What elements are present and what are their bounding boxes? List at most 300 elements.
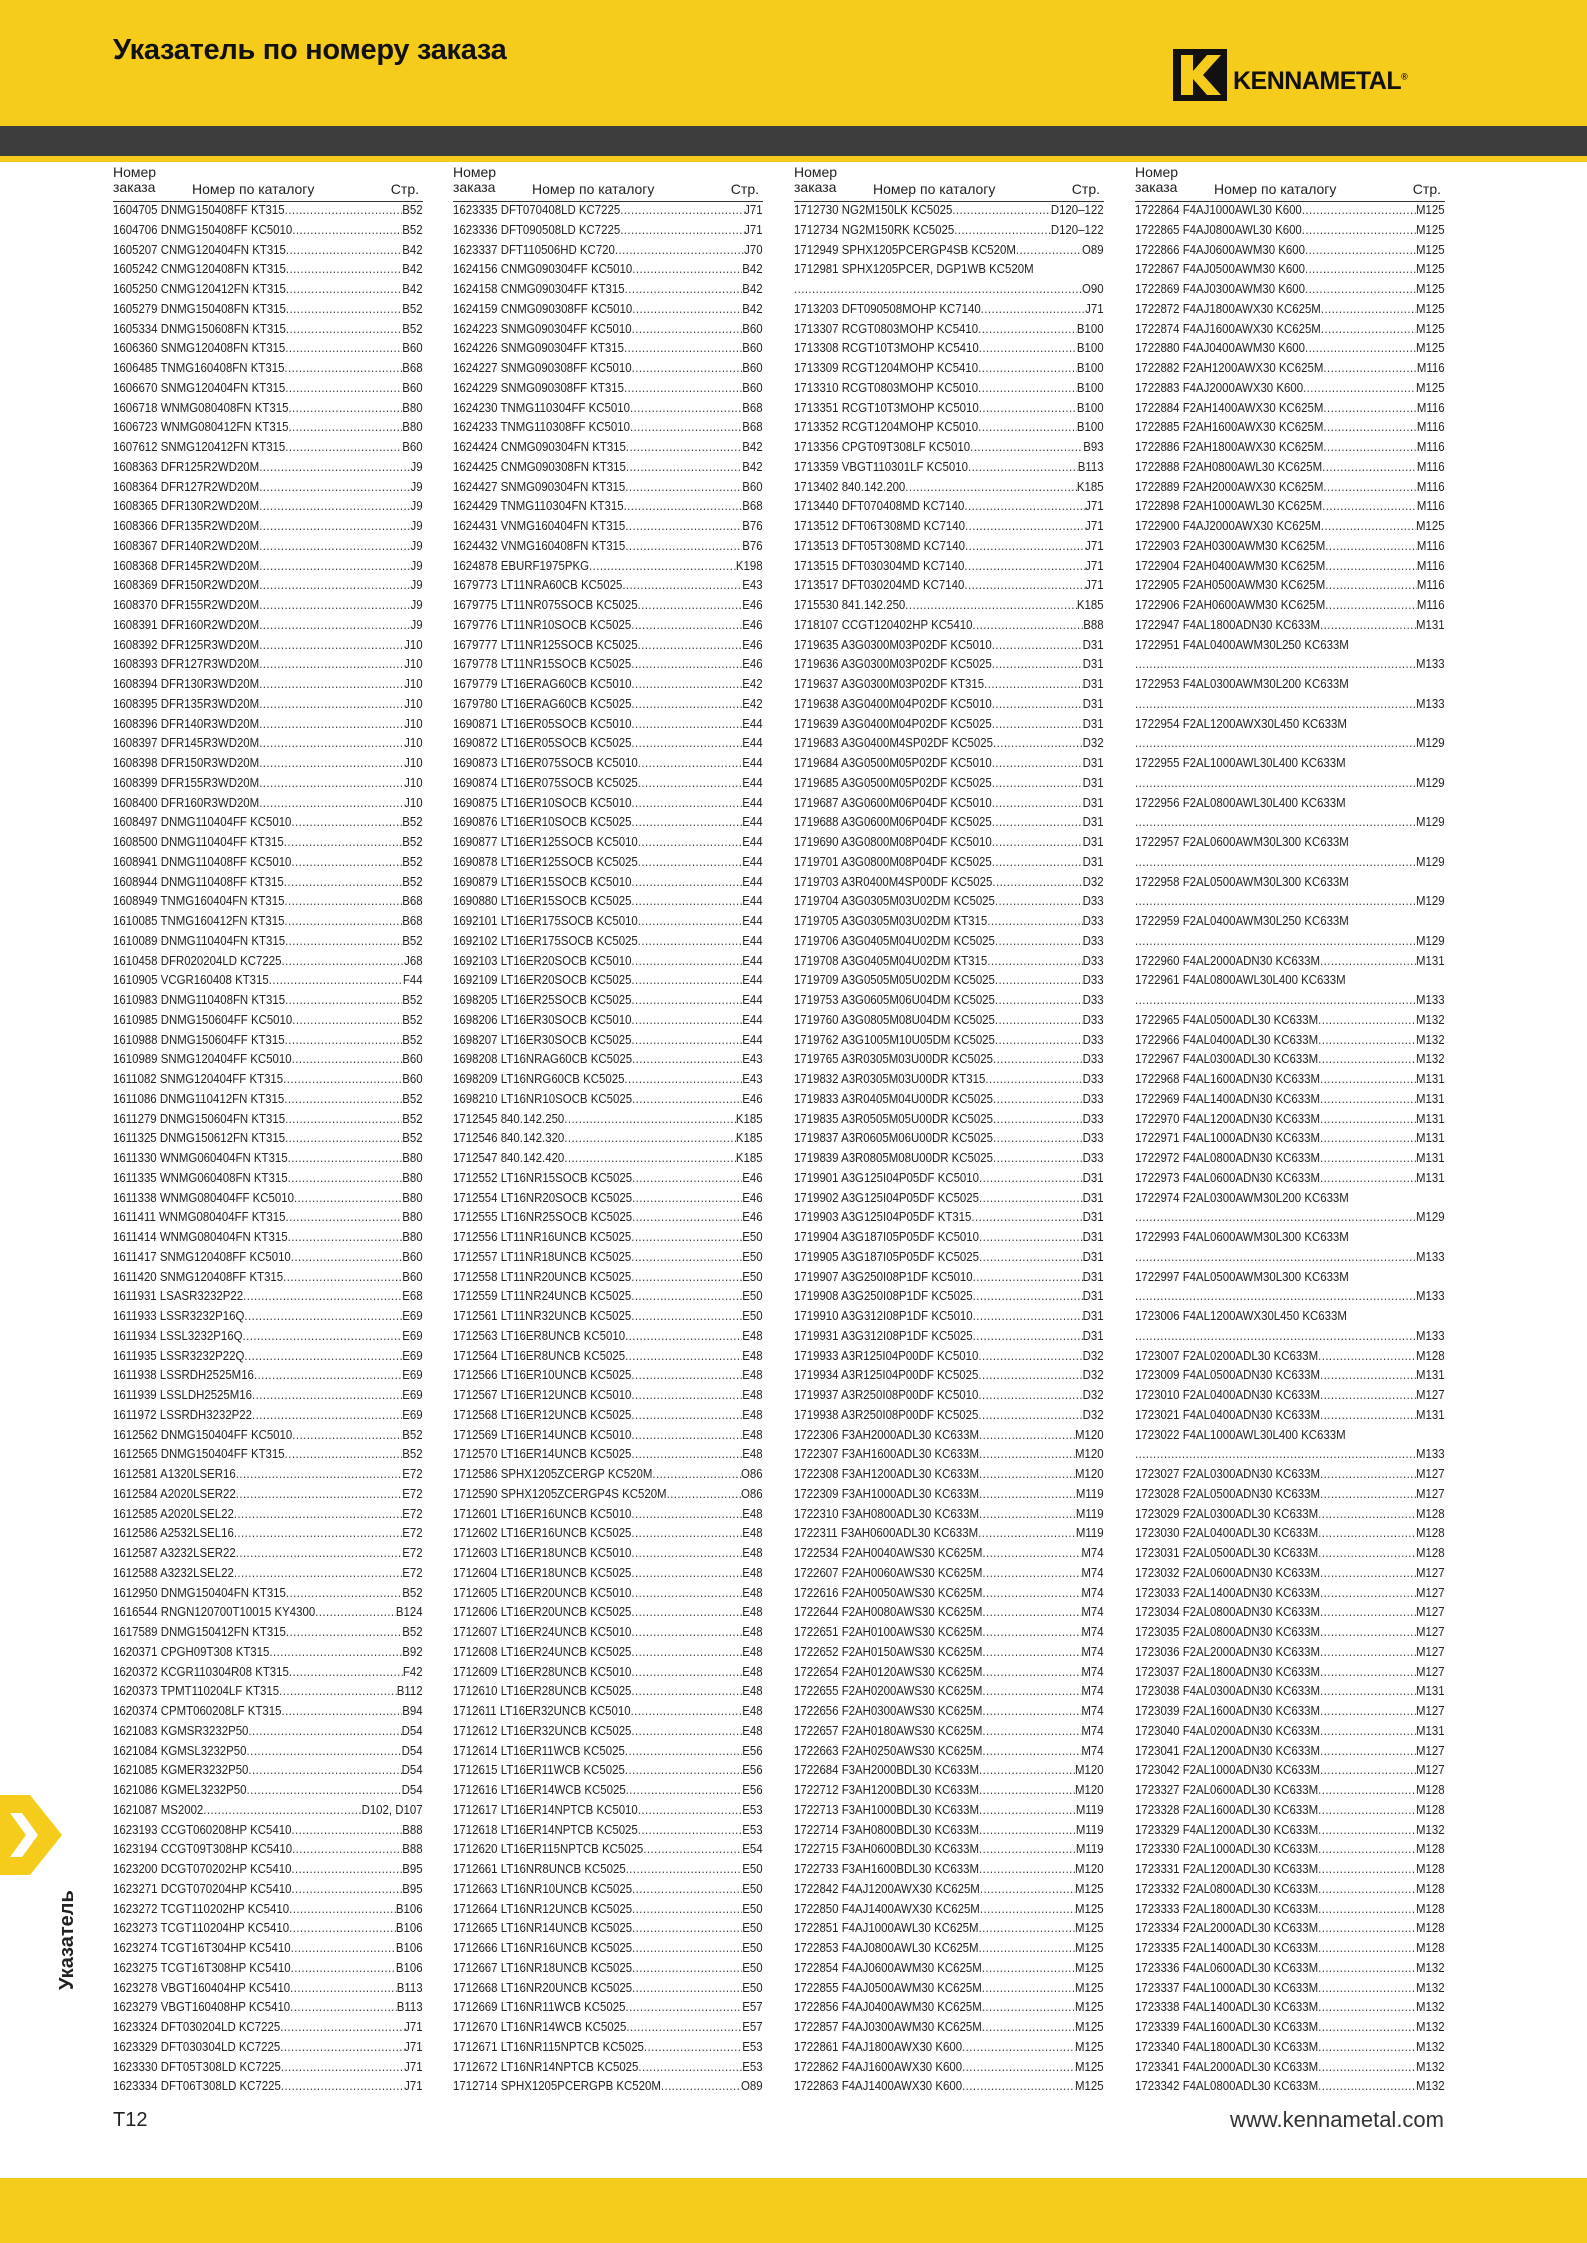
index-row (1135, 1269, 1445, 1289)
leader-dots (292, 1051, 403, 1066)
index-row (113, 1091, 423, 1111)
kennametal-k-icon (1173, 49, 1227, 101)
page-ref: M125 (1415, 202, 1445, 217)
page-ref: M127 (1415, 1643, 1445, 1659)
page-ref: E72 (402, 1505, 423, 1521)
index-row (1135, 1565, 1445, 1585)
leader-dots (993, 1150, 1083, 1165)
index-entry: 1722961 F4AL0800AWL30L400 KC633M (1135, 972, 1346, 988)
leader-dots (294, 1190, 402, 1205)
index-entry: 1713512 DFT06T308MD KC7140 (794, 518, 966, 533)
index-entry: 1713513 DFT05T308MD KC7140 (794, 537, 966, 553)
index-row (794, 1170, 1104, 1190)
page-ref: M127 (1415, 1564, 1445, 1580)
page-ref: E50 (742, 1880, 763, 1896)
index-row (113, 656, 423, 676)
leader-dots (259, 795, 404, 810)
index-entry: 1719938 A3R250I08P00DF KC5025 (794, 1406, 979, 1422)
page-ref: E44 (742, 913, 763, 928)
page-ref: E50 (742, 1900, 763, 1916)
leader-dots (1320, 1664, 1416, 1679)
index-entry: 1719762 A3G1005M10U05DM KC5025 (794, 1031, 995, 1047)
index-row (113, 1762, 423, 1782)
page-ref: E48 (742, 1406, 763, 1422)
index-row (794, 1091, 1104, 1111)
leader-dots (243, 1288, 402, 1303)
page-ref: D33 (1082, 1011, 1104, 1027)
page-ref: E72 (402, 1525, 423, 1541)
leader-dots (289, 1901, 396, 1916)
page-ref: M133 (1415, 1288, 1445, 1304)
leader-dots (979, 1506, 1076, 1521)
index-row-continuation (1135, 1249, 1445, 1269)
leader-dots (632, 321, 743, 336)
page-ref: M128 (1415, 1525, 1445, 1541)
index-row (794, 1249, 1104, 1269)
leader-dots (982, 1565, 1081, 1580)
page-ref: M119 (1075, 1801, 1104, 1817)
index-row (113, 953, 423, 973)
page-ref: O89 (1081, 241, 1104, 257)
index-entry: 1608949 TNMG160404FN KT315 (113, 893, 285, 909)
leader-dots (1320, 1723, 1416, 1738)
page-ref: E44 (742, 992, 763, 1007)
page-number: T12 (113, 2109, 148, 2131)
index-entry: 1690879 LT16ER15SOCB KC5010 (453, 873, 632, 889)
index-row (453, 617, 763, 637)
leader-dots (1320, 1071, 1416, 1086)
page-ref: B68 (742, 498, 763, 514)
leader-dots (286, 1624, 402, 1639)
leader-dots (248, 1723, 401, 1738)
index-entry: 1620372 KCGR110304R08 KT315 (113, 1663, 289, 1679)
page-ref: M125 (1074, 2019, 1104, 2034)
leader-dots (286, 301, 402, 316)
leader-dots (631, 1624, 742, 1639)
index-row (794, 1012, 1104, 1032)
leader-dots (286, 242, 402, 257)
index-entry: 1723328 F2AL1600ADL30 KC633M (1135, 1801, 1319, 1817)
page-ref: J10 (404, 774, 423, 790)
page-ref: E72 (402, 1466, 423, 1481)
leader-dots (632, 301, 742, 316)
index-row (1135, 1980, 1445, 2000)
header-catalog: Номер по каталогу (873, 181, 996, 197)
index-row (113, 1901, 423, 1921)
index-entry: 1722652 F2AH0150AWS30 KC625M (794, 1643, 983, 1659)
leader-dots (291, 814, 402, 829)
index-entry: 1712667 LT16NR18UNCB KC5025 (453, 1959, 633, 1975)
index-entry: 1723028 F2AL0500ADN30 KC633M (1135, 1485, 1321, 1501)
page-ref: D33 (1082, 952, 1104, 968)
index-row (113, 1841, 423, 1861)
page-ref: E44 (742, 755, 763, 770)
index-row (794, 340, 1104, 360)
page-ref: M128 (1415, 1841, 1445, 1857)
leader-dots (1318, 1012, 1416, 1027)
index-row (1135, 1822, 1445, 1842)
leader-dots (979, 1190, 1083, 1205)
page-ref: B60 (742, 340, 763, 356)
index-entry: 1723042 F2AL1000ADN30 KC633M (1135, 1762, 1321, 1778)
leader-dots (973, 1288, 1083, 1303)
index-entry: 1712559 LT11NR24UNCB KC5025 (453, 1288, 632, 1304)
page-ref: F42 (402, 1663, 423, 1679)
leader-dots (1320, 1604, 1416, 1619)
index-row (113, 261, 423, 281)
page-ref: M125 (1074, 1999, 1104, 2015)
page-ref: B60 (742, 478, 763, 494)
page-ref: M131 (1415, 1130, 1445, 1146)
leader-dots (291, 1960, 396, 1975)
page-ref: D31 (1082, 755, 1104, 770)
index-entry: 1612588 A3232LSEL22 (113, 1564, 234, 1580)
index-row (113, 1150, 423, 1170)
index-entry: 1723036 F2AL2000ADN30 KC633M (1135, 1643, 1321, 1659)
page-ref: B95 (402, 1880, 423, 1896)
index-entry: 1690873 LT16ER075SOCB KC5010 (453, 755, 638, 770)
page-ref: E44 (742, 814, 763, 830)
leader-dots (291, 854, 402, 869)
leader-dots (638, 854, 742, 869)
leader-dots (992, 637, 1083, 652)
index-row (453, 696, 763, 716)
page-ref: E46 (742, 1209, 763, 1225)
page-ref: D31 (1082, 695, 1104, 711)
page-ref: B52 (402, 1031, 423, 1047)
page-ref: D31 (1082, 1288, 1104, 1304)
index-entry: 1624429 TNMG110304FN KT315 (453, 498, 624, 514)
leader-dots (1135, 933, 1416, 948)
index-entry: 1690874 LT16ER075SOCB KC5025 (453, 774, 638, 790)
leader-dots (1325, 558, 1417, 573)
index-row (794, 242, 1104, 262)
index-entry: 1712605 LT16ER20UNCB KC5010 (453, 1584, 632, 1600)
index-rows (113, 202, 423, 2098)
index-entry: 1722714 F3AH0800BDL30 KC633M (794, 1821, 980, 1837)
index-entry: 1719705 A3G0305M03U02DM KT315 (794, 913, 988, 928)
page-ref: M128 (1415, 1940, 1445, 1955)
leader-dots (965, 538, 1085, 553)
index-row-continuation (1135, 1209, 1445, 1229)
index-entry: 1712611 LT16ER32UNCB KC5010 (453, 1703, 631, 1718)
index-entry: 1712590 SPHX1205ZCERGP4S KC520M (453, 1485, 667, 1501)
index-row (113, 1387, 423, 1407)
index-entry: 1719901 A3G125I04P05DF KC5010 (794, 1169, 980, 1185)
index-entry: 1612562 DNMG150404FF KC5010 (113, 1426, 293, 1442)
index-row (113, 1644, 423, 1664)
page-ref: K185 (735, 1150, 763, 1165)
page-ref: D120–122 (1050, 221, 1104, 237)
index-entry: 1723331 F2AL1200ADL30 KC633M (1135, 1861, 1319, 1876)
index-row (453, 854, 763, 874)
index-entry: 1719685 A3G0500M05P02DF KC5025 (794, 774, 992, 790)
index-row (113, 1940, 423, 1960)
index-row (794, 1980, 1104, 2000)
leader-dots (979, 1170, 1083, 1185)
index-entry: 1722884 F2AH1400AWX30 KC625M (1135, 399, 1324, 415)
page-ref: B52 (402, 202, 423, 217)
index-row (794, 1881, 1104, 1901)
website-link[interactable]: www.kennametal.com (1230, 2107, 1444, 2132)
index-row (1135, 380, 1445, 400)
leader-dots (1302, 222, 1416, 237)
index-row (453, 1960, 763, 1980)
leader-dots (236, 1486, 403, 1501)
page-ref: E48 (742, 1564, 763, 1580)
page-ref: B95 (402, 1861, 423, 1876)
index-row (113, 1249, 423, 1269)
index-row (794, 775, 1104, 795)
page-ref: J71 (1085, 537, 1104, 553)
leader-dots (564, 1150, 736, 1165)
header-order-line1: Номер (453, 164, 497, 180)
index-row (113, 795, 423, 815)
leader-dots (1322, 459, 1417, 474)
page-ref: M125 (1415, 518, 1445, 533)
page-ref: K198 (735, 557, 763, 573)
page-ref: M133 (1415, 1327, 1445, 1343)
leader-dots (973, 1308, 1083, 1323)
leader-dots (1320, 1466, 1416, 1481)
index-entry: 1713515 DFT030304MD KC7140 (794, 557, 965, 573)
leader-dots (979, 1466, 1075, 1481)
page-ref: J68 (404, 952, 423, 968)
index-row (1135, 2019, 1445, 2039)
page-ref: E42 (742, 676, 763, 691)
index-entry: 1679780 LT16ERAG60CB KC5025 (453, 695, 632, 711)
page-ref: E48 (742, 1584, 763, 1600)
index-row (794, 261, 1104, 281)
header-order-line1: Номер (794, 164, 838, 180)
leader-dots (1318, 1980, 1416, 1995)
page-ref: B52 (402, 873, 423, 889)
index-row (453, 1446, 763, 1466)
leader-dots (281, 2059, 404, 2074)
leader-dots (259, 479, 410, 494)
index-row (1135, 1150, 1445, 1170)
leader-dots (954, 222, 1051, 237)
index-row (453, 340, 763, 360)
index-row (1135, 1012, 1445, 1032)
index-entry: 1722307 F3AH1600ADL30 KC633M (794, 1446, 980, 1462)
index-row (453, 242, 763, 262)
page-ref: E44 (742, 952, 763, 968)
index-entry: 1712614 LT16ER11WCB KC5025 (453, 1742, 625, 1758)
leader-dots (978, 1367, 1082, 1382)
leader-dots (259, 558, 410, 573)
leader-dots (288, 1150, 403, 1165)
page-ref: E50 (742, 1940, 763, 1955)
index-row (113, 1288, 423, 1308)
page-ref: D32 (1082, 873, 1104, 889)
index-entry: 1679773 LT11NRA60CB KC5025 (453, 577, 623, 593)
leader-dots (1325, 597, 1417, 612)
index-entry: 1722959 F2AL0400AWM30L250 KC633M (1135, 913, 1349, 928)
page-ref: M133 (1415, 656, 1445, 672)
header-catalog: Номер по каталогу (192, 181, 315, 197)
leader-dots (638, 1822, 742, 1837)
leader-dots (638, 933, 742, 948)
page-ref: F44 (402, 972, 423, 988)
index-entry: 1723333 F2AL1800ADL30 KC633M (1135, 1900, 1319, 1916)
index-row (113, 617, 423, 637)
index-row (794, 1506, 1104, 1526)
page-ref: B100 (1076, 419, 1104, 435)
index-row (113, 1881, 423, 1901)
index-row (794, 1387, 1104, 1407)
page-ref: M128 (1415, 1505, 1445, 1521)
leader-dots (964, 498, 1085, 513)
leader-dots (281, 1703, 402, 1718)
index-entry: 1722967 F4AL0300ADL30 KC633M (1135, 1051, 1319, 1067)
index-entry: 1719690 A3G0800M08P04DF KC5010 (794, 834, 992, 849)
leader-dots (625, 1348, 742, 1363)
index-row (453, 1348, 763, 1368)
page-ref: B80 (402, 1189, 423, 1205)
index-row (794, 577, 1104, 597)
leader-dots (1135, 854, 1416, 869)
page-ref: B92 (402, 1643, 423, 1659)
leader-dots (1135, 1209, 1416, 1224)
page-ref: E50 (742, 1268, 763, 1284)
index-row (113, 1960, 423, 1980)
page-ref: E50 (742, 1920, 763, 1936)
page-ref: M133 (1415, 992, 1445, 1007)
index-row (453, 1229, 763, 1249)
page-ref: J71 (404, 2058, 423, 2074)
index-row (453, 953, 763, 973)
index-entry: 1610905 VCGR160408 KT315 (113, 972, 269, 988)
leader-dots (631, 1032, 742, 1047)
index-entry: 1719837 A3R0605M06U00DR KC5025 (794, 1130, 993, 1146)
page-ref: M116 (1416, 577, 1445, 593)
page-ref: D54 (401, 1782, 423, 1797)
index-entry: 1712545 840.142.250 (453, 1110, 565, 1126)
index-row (453, 874, 763, 894)
index-entry: 1712546 840.142.320 (453, 1130, 565, 1146)
index-row (113, 1229, 423, 1249)
index-entry: 1692102 LT16ER175SOCB KC5025 (453, 932, 638, 948)
page-ref: M132 (1415, 2058, 1445, 2074)
index-entry: 1723041 F2AL1200ADN30 KC633M (1135, 1742, 1321, 1758)
index-row (794, 1723, 1104, 1743)
index-entry: 1722874 F4AJ1600AWX30 KC625M (1135, 320, 1321, 336)
index-row (113, 716, 423, 736)
index-row (453, 321, 763, 341)
page-ref: B52 (402, 853, 423, 869)
index-rows (1135, 202, 1445, 2098)
index-row (113, 2039, 423, 2059)
index-entry: 1719760 A3G0805M08U04DM KC5025 (794, 1011, 995, 1027)
index-row (1135, 1940, 1445, 1960)
leader-dots (631, 1446, 742, 1461)
index-entry: 1624431 VNMG160404FN KT315 (453, 518, 626, 533)
index-entry: 1712734 NG2M150RK KC5025 (794, 221, 955, 237)
page-ref: M119 (1075, 1505, 1104, 1521)
page-ref: E72 (402, 1485, 423, 1501)
leader-dots (1323, 439, 1416, 454)
page-ref: D33 (1082, 1150, 1104, 1165)
index-entry: 1610458 DFR020204LD KC7225 (113, 952, 282, 968)
index-entry: 1722883 F4AJ2000AWX30 K600 (1135, 379, 1304, 395)
leader-dots (631, 1703, 743, 1718)
index-entry: 1623200 DCGT070202HP KC5410 (113, 1861, 292, 1876)
column-header (113, 165, 423, 202)
index-row (794, 676, 1104, 696)
page-ref: E46 (742, 636, 763, 652)
index-row (794, 459, 1104, 479)
index-entry: 1712664 LT16NR12UNCB KC5025 (453, 1900, 633, 1916)
page-ref: E48 (742, 1624, 763, 1639)
index-entry: 1722861 F4AJ1800AWX30 K600 (794, 2038, 963, 2054)
leader-dots (638, 913, 742, 928)
index-entry: 1712561 LT11NR32UNCB KC5025 (453, 1308, 632, 1323)
index-entry: 1723007 F2AL0200ADL30 KC633M (1135, 1347, 1319, 1363)
index-row (1135, 1545, 1445, 1565)
index-row (453, 1209, 763, 1229)
index-entry: 1608365 DFR130R2WD20M (113, 498, 260, 514)
index-row (453, 1980, 763, 2000)
index-row (794, 1486, 1104, 1506)
index-entry: 1610085 TNMG160412FN KT315 (113, 913, 285, 928)
index-entry: 1722953 F4AL0300AWM30L200 KC633M (1135, 676, 1349, 691)
index-row (794, 1920, 1104, 1940)
leader-dots (638, 1802, 742, 1817)
leader-dots (269, 972, 403, 987)
page-ref: D33 (1082, 1130, 1104, 1146)
page-ref: D31 (1082, 834, 1104, 849)
index-entry: 1610988 DNMG150604FF KT315 (113, 1031, 285, 1047)
index-entry: 1608393 DFR127R3WD20M (113, 656, 260, 672)
leader-dots (1323, 360, 1416, 375)
index-row (794, 1071, 1104, 1091)
header-catalog: Номер по каталогу (1214, 181, 1337, 197)
index-row (453, 419, 763, 439)
index-row (453, 1269, 763, 1289)
leader-dots (248, 1762, 401, 1777)
index-entry: 1722866 F4AJ0600AWM30 K600 (1135, 241, 1305, 257)
index-entry: 1621087 MS2002 (113, 1801, 204, 1817)
leader-dots (631, 1545, 742, 1560)
leader-dots (632, 1209, 742, 1224)
index-row (794, 419, 1104, 439)
leader-dots (625, 538, 742, 553)
page-ref: B68 (742, 419, 763, 435)
leader-dots (631, 1723, 742, 1738)
index-row (113, 301, 423, 321)
index-entry: 1723033 F2AL1400ADN30 KC633M (1135, 1584, 1321, 1600)
leader-dots (982, 1743, 1081, 1758)
index-row (1135, 676, 1445, 696)
page-ref: M116 (1416, 557, 1445, 573)
page-ref: M127 (1415, 1762, 1445, 1778)
leader-dots (285, 1111, 402, 1126)
index-entry: 1612586 A2532LSEL16 (113, 1525, 234, 1541)
leader-dots (1320, 1367, 1416, 1382)
index-row (453, 992, 763, 1012)
page-ref: E44 (742, 893, 763, 909)
page-ref: E56 (742, 1742, 763, 1758)
index-row (113, 577, 423, 597)
page-ref: B42 (402, 281, 423, 296)
index-row (453, 400, 763, 420)
leader-dots (631, 1387, 742, 1402)
page-ref: B106 (395, 1940, 423, 1955)
leader-dots (631, 1525, 742, 1540)
page-ref: M129 (1415, 774, 1445, 790)
index-entry: 1712602 LT16ER16UNCB KC5025 (453, 1525, 632, 1541)
